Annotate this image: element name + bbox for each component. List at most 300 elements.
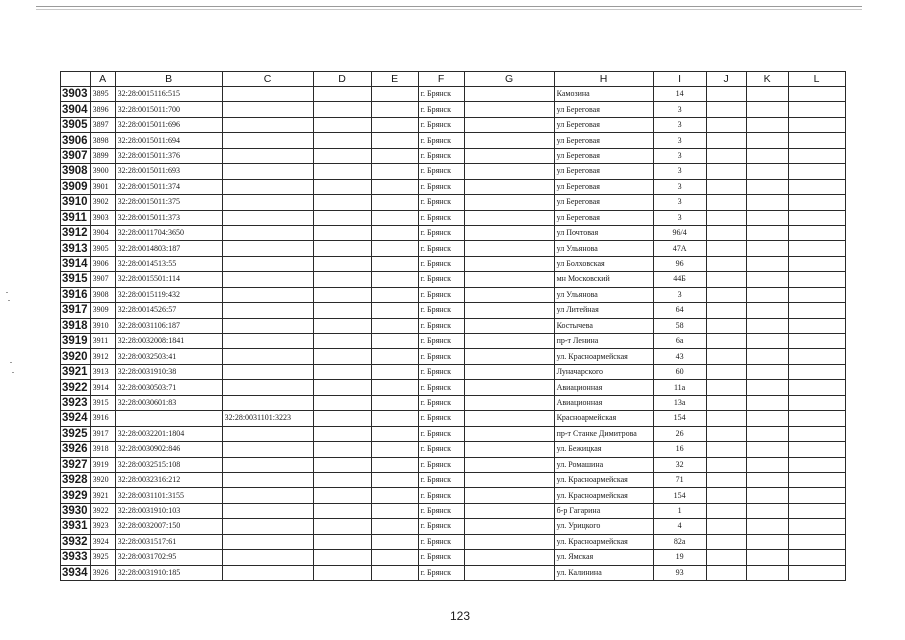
row-header[interactable]: 3908: [61, 164, 91, 179]
row-header[interactable]: 3907: [61, 148, 91, 163]
cell-a[interactable]: 3898: [90, 133, 115, 148]
cell-b[interactable]: 32:28:0015011:696: [115, 117, 222, 132]
cell-f[interactable]: г. Брянск: [418, 87, 464, 102]
cell-c[interactable]: [222, 488, 313, 503]
cell-j[interactable]: [706, 334, 746, 349]
cell-d[interactable]: [313, 256, 371, 271]
cell-b[interactable]: 32:28:0014803:187: [115, 241, 222, 256]
cell-i[interactable]: 64: [653, 303, 706, 318]
row-header[interactable]: 3916: [61, 287, 91, 302]
cell-j[interactable]: [706, 411, 746, 426]
cell-b[interactable]: 32:28:0014513:55: [115, 256, 222, 271]
cell-l[interactable]: [788, 148, 845, 163]
row-header[interactable]: 3914: [61, 256, 91, 271]
cell-d[interactable]: [313, 550, 371, 565]
cell-l[interactable]: [788, 102, 845, 117]
cell-j[interactable]: [706, 349, 746, 364]
cell-b[interactable]: 32:28:0032515:108: [115, 457, 222, 472]
cell-f[interactable]: г. Брянск: [418, 380, 464, 395]
cell-e[interactable]: [371, 318, 418, 333]
cell-j[interactable]: [706, 117, 746, 132]
cell-e[interactable]: [371, 472, 418, 487]
cell-c[interactable]: [222, 256, 313, 271]
cell-e[interactable]: [371, 210, 418, 225]
cell-d[interactable]: [313, 164, 371, 179]
cell-k[interactable]: [746, 534, 788, 549]
cell-a[interactable]: 3918: [90, 442, 115, 457]
cell-c[interactable]: [222, 364, 313, 379]
cell-c[interactable]: [222, 164, 313, 179]
cell-a[interactable]: 3901: [90, 179, 115, 194]
cell-a[interactable]: 3920: [90, 472, 115, 487]
cell-h[interactable]: Авиационная: [554, 395, 653, 410]
cell-j[interactable]: [706, 565, 746, 580]
cell-k[interactable]: [746, 241, 788, 256]
cell-h[interactable]: ул Береговая: [554, 210, 653, 225]
cell-d[interactable]: [313, 380, 371, 395]
row-header[interactable]: 3910: [61, 195, 91, 210]
cell-f[interactable]: г. Брянск: [418, 395, 464, 410]
cell-d[interactable]: [313, 225, 371, 240]
cell-f[interactable]: г. Брянск: [418, 565, 464, 580]
cell-g[interactable]: [464, 102, 554, 117]
cell-g[interactable]: [464, 303, 554, 318]
cell-c[interactable]: [222, 148, 313, 163]
cell-k[interactable]: [746, 272, 788, 287]
cell-c[interactable]: [222, 272, 313, 287]
cell-b[interactable]: 32:28:0031517:61: [115, 534, 222, 549]
row-header[interactable]: 3915: [61, 272, 91, 287]
cell-a[interactable]: 3913: [90, 364, 115, 379]
cell-l[interactable]: [788, 519, 845, 534]
cell-g[interactable]: [464, 503, 554, 518]
cell-k[interactable]: [746, 364, 788, 379]
cell-j[interactable]: [706, 550, 746, 565]
cell-j[interactable]: [706, 472, 746, 487]
cell-d[interactable]: [313, 472, 371, 487]
cell-a[interactable]: 3911: [90, 334, 115, 349]
cell-d[interactable]: [313, 503, 371, 518]
cell-l[interactable]: [788, 210, 845, 225]
row-header[interactable]: 3911: [61, 210, 91, 225]
cell-l[interactable]: [788, 395, 845, 410]
cell-j[interactable]: [706, 256, 746, 271]
cell-l[interactable]: [788, 117, 845, 132]
cell-b[interactable]: 32:28:0015011:700: [115, 102, 222, 117]
cell-j[interactable]: [706, 241, 746, 256]
column-header-c[interactable]: C: [222, 72, 313, 87]
cell-d[interactable]: [313, 426, 371, 441]
row-header[interactable]: 3928: [61, 472, 91, 487]
cell-c[interactable]: [222, 102, 313, 117]
cell-l[interactable]: [788, 364, 845, 379]
cell-k[interactable]: [746, 179, 788, 194]
cell-l[interactable]: [788, 195, 845, 210]
cell-c[interactable]: [222, 442, 313, 457]
cell-g[interactable]: [464, 133, 554, 148]
cell-d[interactable]: [313, 519, 371, 534]
cell-b[interactable]: 32:28:0032316:212: [115, 472, 222, 487]
cell-g[interactable]: [464, 334, 554, 349]
cell-j[interactable]: [706, 210, 746, 225]
cell-j[interactable]: [706, 179, 746, 194]
cell-i[interactable]: 13а: [653, 395, 706, 410]
cell-b[interactable]: 32:28:0015011:376: [115, 148, 222, 163]
cell-f[interactable]: г. Брянск: [418, 519, 464, 534]
cell-b[interactable]: 32:28:0014526:57: [115, 303, 222, 318]
cell-l[interactable]: [788, 87, 845, 102]
cell-c[interactable]: 32:28:0031101:3223: [222, 411, 313, 426]
cell-j[interactable]: [706, 272, 746, 287]
row-header[interactable]: 3929: [61, 488, 91, 503]
cell-i[interactable]: 3: [653, 179, 706, 194]
cell-k[interactable]: [746, 349, 788, 364]
cell-b[interactable]: 32:28:0032201:1804: [115, 426, 222, 441]
cell-h[interactable]: ул. Урицкого: [554, 519, 653, 534]
row-header[interactable]: 3905: [61, 117, 91, 132]
cell-e[interactable]: [371, 534, 418, 549]
cell-g[interactable]: [464, 195, 554, 210]
cell-f[interactable]: г. Брянск: [418, 503, 464, 518]
cell-i[interactable]: 82а: [653, 534, 706, 549]
cell-l[interactable]: [788, 550, 845, 565]
cell-k[interactable]: [746, 164, 788, 179]
cell-d[interactable]: [313, 334, 371, 349]
column-header-k[interactable]: K: [746, 72, 788, 87]
cell-c[interactable]: [222, 426, 313, 441]
cell-d[interactable]: [313, 195, 371, 210]
cell-e[interactable]: [371, 272, 418, 287]
cell-j[interactable]: [706, 503, 746, 518]
cell-g[interactable]: [464, 488, 554, 503]
cell-b[interactable]: 32:28:0031910:38: [115, 364, 222, 379]
cell-g[interactable]: [464, 519, 554, 534]
cell-a[interactable]: 3899: [90, 148, 115, 163]
cell-b[interactable]: 32:28:0030601:83: [115, 395, 222, 410]
cell-c[interactable]: [222, 303, 313, 318]
cell-a[interactable]: 3926: [90, 565, 115, 580]
cell-h[interactable]: ул. Калинина: [554, 565, 653, 580]
cell-h[interactable]: ул Береговая: [554, 102, 653, 117]
cell-a[interactable]: 3915: [90, 395, 115, 410]
cell-b[interactable]: 32:28:0031106:187: [115, 318, 222, 333]
cell-e[interactable]: [371, 395, 418, 410]
cell-j[interactable]: [706, 364, 746, 379]
cell-i[interactable]: 3: [653, 133, 706, 148]
row-header[interactable]: 3919: [61, 334, 91, 349]
cell-g[interactable]: [464, 241, 554, 256]
cell-c[interactable]: [222, 380, 313, 395]
cell-i[interactable]: 14: [653, 87, 706, 102]
cell-i[interactable]: 26: [653, 426, 706, 441]
cell-i[interactable]: 71: [653, 472, 706, 487]
row-header[interactable]: 3926: [61, 442, 91, 457]
cell-f[interactable]: г. Брянск: [418, 534, 464, 549]
cell-g[interactable]: [464, 380, 554, 395]
cell-i[interactable]: 3: [653, 148, 706, 163]
cell-b[interactable]: 32:28:0030503:71: [115, 380, 222, 395]
cell-d[interactable]: [313, 241, 371, 256]
cell-l[interactable]: [788, 442, 845, 457]
cell-d[interactable]: [313, 318, 371, 333]
cell-k[interactable]: [746, 87, 788, 102]
cell-k[interactable]: [746, 195, 788, 210]
cell-e[interactable]: [371, 519, 418, 534]
cell-h[interactable]: ул Береговая: [554, 164, 653, 179]
cell-a[interactable]: 3900: [90, 164, 115, 179]
cell-h[interactable]: ул Ульянова: [554, 287, 653, 302]
cell-b[interactable]: 32:28:0015011:373: [115, 210, 222, 225]
cell-f[interactable]: г. Брянск: [418, 241, 464, 256]
cell-c[interactable]: [222, 318, 313, 333]
cell-k[interactable]: [746, 256, 788, 271]
row-header[interactable]: 3909: [61, 179, 91, 194]
cell-i[interactable]: 154: [653, 411, 706, 426]
cell-b[interactable]: 32:28:0031910:185: [115, 565, 222, 580]
cell-j[interactable]: [706, 519, 746, 534]
cell-h[interactable]: ул. Красноармейская: [554, 472, 653, 487]
cell-f[interactable]: г. Брянск: [418, 256, 464, 271]
cell-c[interactable]: [222, 565, 313, 580]
cell-g[interactable]: [464, 457, 554, 472]
cell-b[interactable]: 32:28:0031910:103: [115, 503, 222, 518]
cell-l[interactable]: [788, 334, 845, 349]
cell-i[interactable]: 93: [653, 565, 706, 580]
cell-e[interactable]: [371, 133, 418, 148]
cell-f[interactable]: г. Брянск: [418, 225, 464, 240]
cell-e[interactable]: [371, 164, 418, 179]
cell-k[interactable]: [746, 395, 788, 410]
cell-i[interactable]: 3: [653, 117, 706, 132]
cell-i[interactable]: 19: [653, 550, 706, 565]
cell-d[interactable]: [313, 179, 371, 194]
cell-a[interactable]: 3909: [90, 303, 115, 318]
cell-d[interactable]: [313, 395, 371, 410]
row-header[interactable]: 3922: [61, 380, 91, 395]
cell-b[interactable]: 32:28:0031702:95: [115, 550, 222, 565]
row-header[interactable]: 3920: [61, 349, 91, 364]
column-header-l[interactable]: L: [788, 72, 845, 87]
cell-e[interactable]: [371, 148, 418, 163]
cell-j[interactable]: [706, 488, 746, 503]
cell-h[interactable]: Костычева: [554, 318, 653, 333]
cell-i[interactable]: 44Б: [653, 272, 706, 287]
cell-i[interactable]: 3: [653, 287, 706, 302]
cell-j[interactable]: [706, 303, 746, 318]
cell-k[interactable]: [746, 380, 788, 395]
cell-g[interactable]: [464, 426, 554, 441]
cell-j[interactable]: [706, 318, 746, 333]
cell-h[interactable]: ул Почтовая: [554, 225, 653, 240]
cell-h[interactable]: Камозина: [554, 87, 653, 102]
cell-k[interactable]: [746, 472, 788, 487]
column-header-h[interactable]: H: [554, 72, 653, 87]
column-header-i[interactable]: I: [653, 72, 706, 87]
cell-e[interactable]: [371, 565, 418, 580]
cell-c[interactable]: [222, 334, 313, 349]
cell-b[interactable]: 32:28:0015011:693: [115, 164, 222, 179]
cell-g[interactable]: [464, 225, 554, 240]
cell-f[interactable]: г. Брянск: [418, 303, 464, 318]
cell-g[interactable]: [464, 534, 554, 549]
row-header[interactable]: 3906: [61, 133, 91, 148]
cell-g[interactable]: [464, 287, 554, 302]
cell-l[interactable]: [788, 287, 845, 302]
cell-h[interactable]: ул. Ромашина: [554, 457, 653, 472]
cell-j[interactable]: [706, 442, 746, 457]
cell-e[interactable]: [371, 117, 418, 132]
cell-k[interactable]: [746, 550, 788, 565]
cell-l[interactable]: [788, 225, 845, 240]
row-header[interactable]: 3930: [61, 503, 91, 518]
cell-i[interactable]: 1: [653, 503, 706, 518]
cell-f[interactable]: г. Брянск: [418, 179, 464, 194]
cell-d[interactable]: [313, 411, 371, 426]
cell-j[interactable]: [706, 87, 746, 102]
column-header-b[interactable]: B: [115, 72, 222, 87]
cell-f[interactable]: г. Брянск: [418, 550, 464, 565]
cell-k[interactable]: [746, 133, 788, 148]
cell-i[interactable]: 3: [653, 164, 706, 179]
cell-d[interactable]: [313, 87, 371, 102]
cell-b[interactable]: 32:28:0015011:694: [115, 133, 222, 148]
cell-a[interactable]: 3910: [90, 318, 115, 333]
cell-f[interactable]: г. Брянск: [418, 364, 464, 379]
cell-a[interactable]: 3895: [90, 87, 115, 102]
cell-h[interactable]: ул Береговая: [554, 133, 653, 148]
cell-e[interactable]: [371, 550, 418, 565]
row-header[interactable]: 3923: [61, 395, 91, 410]
cell-f[interactable]: г. Брянск: [418, 117, 464, 132]
cell-d[interactable]: [313, 488, 371, 503]
cell-f[interactable]: г. Брянск: [418, 488, 464, 503]
cell-c[interactable]: [222, 349, 313, 364]
cell-j[interactable]: [706, 426, 746, 441]
cell-f[interactable]: г. Брянск: [418, 457, 464, 472]
cell-d[interactable]: [313, 442, 371, 457]
cell-a[interactable]: 3916: [90, 411, 115, 426]
cell-i[interactable]: 6а: [653, 334, 706, 349]
cell-f[interactable]: г. Брянск: [418, 210, 464, 225]
cell-c[interactable]: [222, 133, 313, 148]
cell-i[interactable]: 47А: [653, 241, 706, 256]
cell-g[interactable]: [464, 164, 554, 179]
cell-k[interactable]: [746, 426, 788, 441]
cell-g[interactable]: [464, 117, 554, 132]
cell-l[interactable]: [788, 472, 845, 487]
column-header-d[interactable]: D: [313, 72, 371, 87]
cell-j[interactable]: [706, 534, 746, 549]
cell-c[interactable]: [222, 210, 313, 225]
cell-l[interactable]: [788, 457, 845, 472]
cell-c[interactable]: [222, 472, 313, 487]
cell-b[interactable]: 32:28:0031101:3155: [115, 488, 222, 503]
column-header-a[interactable]: A: [90, 72, 115, 87]
cell-a[interactable]: 3897: [90, 117, 115, 132]
cell-e[interactable]: [371, 411, 418, 426]
cell-c[interactable]: [222, 395, 313, 410]
cell-b[interactable]: 32:28:0015119:432: [115, 287, 222, 302]
cell-l[interactable]: [788, 426, 845, 441]
cell-k[interactable]: [746, 210, 788, 225]
cell-j[interactable]: [706, 380, 746, 395]
cell-g[interactable]: [464, 318, 554, 333]
cell-d[interactable]: [313, 303, 371, 318]
cell-d[interactable]: [313, 457, 371, 472]
cell-f[interactable]: г. Брянск: [418, 442, 464, 457]
cell-f[interactable]: г. Брянск: [418, 334, 464, 349]
cell-h[interactable]: ул. Красноармейская: [554, 349, 653, 364]
cell-a[interactable]: 3902: [90, 195, 115, 210]
cell-d[interactable]: [313, 272, 371, 287]
cell-l[interactable]: [788, 534, 845, 549]
cell-l[interactable]: [788, 503, 845, 518]
cell-e[interactable]: [371, 503, 418, 518]
column-header-g[interactable]: G: [464, 72, 554, 87]
cell-i[interactable]: 32: [653, 457, 706, 472]
cell-h[interactable]: ул Береговая: [554, 179, 653, 194]
cell-l[interactable]: [788, 565, 845, 580]
cell-h[interactable]: ул. Бежицкая: [554, 442, 653, 457]
cell-k[interactable]: [746, 102, 788, 117]
select-all-corner[interactable]: [61, 72, 91, 87]
cell-e[interactable]: [371, 102, 418, 117]
row-header[interactable]: 3912: [61, 225, 91, 240]
cell-f[interactable]: г. Брянск: [418, 272, 464, 287]
cell-k[interactable]: [746, 334, 788, 349]
cell-f[interactable]: г. Брянск: [418, 426, 464, 441]
cell-a[interactable]: 3896: [90, 102, 115, 117]
cell-d[interactable]: [313, 565, 371, 580]
cell-i[interactable]: 43: [653, 349, 706, 364]
cell-k[interactable]: [746, 457, 788, 472]
cell-h[interactable]: ул. Ямская: [554, 550, 653, 565]
cell-b[interactable]: 32:28:0015116:515: [115, 87, 222, 102]
cell-j[interactable]: [706, 225, 746, 240]
column-header-j[interactable]: J: [706, 72, 746, 87]
cell-k[interactable]: [746, 303, 788, 318]
cell-j[interactable]: [706, 133, 746, 148]
cell-h[interactable]: ул Береговая: [554, 195, 653, 210]
cell-k[interactable]: [746, 503, 788, 518]
cell-a[interactable]: 3908: [90, 287, 115, 302]
cell-d[interactable]: [313, 148, 371, 163]
cell-h[interactable]: б-р Гагарина: [554, 503, 653, 518]
cell-i[interactable]: 3: [653, 210, 706, 225]
cell-k[interactable]: [746, 411, 788, 426]
cell-h[interactable]: Красноармейская: [554, 411, 653, 426]
cell-f[interactable]: г. Брянск: [418, 148, 464, 163]
cell-k[interactable]: [746, 225, 788, 240]
cell-f[interactable]: г. Брянск: [418, 472, 464, 487]
cell-d[interactable]: [313, 117, 371, 132]
cell-b[interactable]: 32:28:0032008:1841: [115, 334, 222, 349]
cell-g[interactable]: [464, 148, 554, 163]
cell-i[interactable]: 96: [653, 256, 706, 271]
cell-b[interactable]: [115, 411, 222, 426]
row-header[interactable]: 3913: [61, 241, 91, 256]
cell-c[interactable]: [222, 457, 313, 472]
cell-i[interactable]: 96/4: [653, 225, 706, 240]
cell-c[interactable]: [222, 117, 313, 132]
cell-h[interactable]: ул Литейная: [554, 303, 653, 318]
cell-d[interactable]: [313, 287, 371, 302]
cell-b[interactable]: 32:28:0032503:41: [115, 349, 222, 364]
cell-a[interactable]: 3905: [90, 241, 115, 256]
row-header[interactable]: 3931: [61, 519, 91, 534]
cell-h[interactable]: ул Болховская: [554, 256, 653, 271]
cell-a[interactable]: 3917: [90, 426, 115, 441]
